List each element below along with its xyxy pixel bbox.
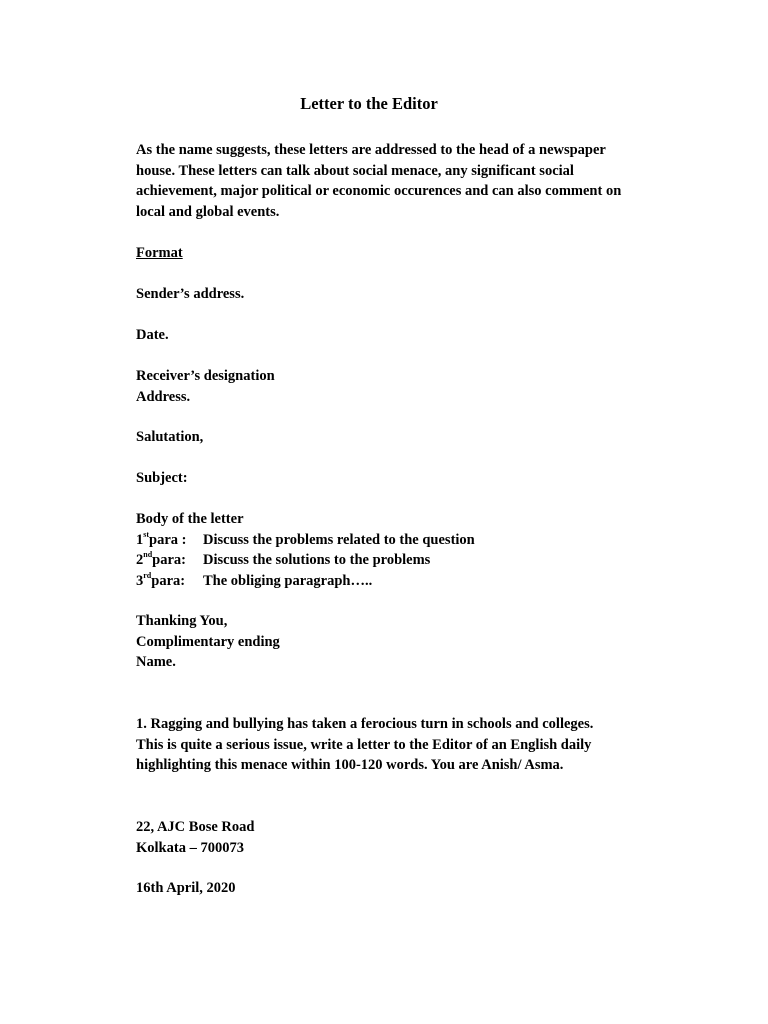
format-receiver-address: Address. <box>136 388 191 405</box>
answer-address-line-2: Kolkata – 700073 <box>136 839 244 856</box>
para-2-label <box>136 550 203 571</box>
para-1-text: Discuss the problems related to the question <box>203 531 475 548</box>
para-2-ordinal: nd <box>143 550 153 560</box>
question-line-3: highlighting this menace within 100-120 words. You are Anish/ Asma. <box>136 757 564 773</box>
para-3-suffix: para: <box>151 572 186 589</box>
para-3-ordinal: rd <box>143 570 152 580</box>
format-body-heading: Body of the letter <box>136 511 244 527</box>
intro-line-1: As the name suggests, these letters are addressed to the head of a newspaper <box>136 142 606 158</box>
format-salutation: Salutation, <box>136 429 204 445</box>
answer-date: 16th April, 2020 <box>136 880 236 896</box>
intro-line-4: local and global events. <box>136 203 280 220</box>
intro-line-2: house. These letters can talk about social menace, any significant social <box>136 162 574 179</box>
para-1-label <box>136 530 203 551</box>
answer-address-line-1: 22, AJC Bose Road <box>136 819 255 835</box>
format-receiver-designation: Receiver’s designation <box>136 368 275 384</box>
format-date: Date. <box>136 327 169 343</box>
para-1-number: 1 <box>136 531 144 548</box>
format-complimentary: Complimentary ending <box>136 633 280 650</box>
para-3-label <box>136 571 203 592</box>
para-2-text: Discuss the solutions to the problems <box>203 552 431 568</box>
para-2-number: 2 <box>136 552 144 568</box>
question-line-2: This is quite a serious issue, write a letter to the Editor of an English daily <box>136 736 592 753</box>
format-para-1 <box>136 530 475 551</box>
page-title: Letter to the Editor <box>300 94 438 113</box>
format-para-3 <box>136 571 372 592</box>
para-3-text: The obliging paragraph….. <box>203 572 373 589</box>
para-2-suffix: para: <box>152 552 186 568</box>
format-para-2 <box>136 550 430 571</box>
para-3-number: 3 <box>136 572 144 589</box>
question-line-1: 1. Ragging and bullying has taken a ferocious turn in schools and colleges. <box>136 716 594 732</box>
format-thanking: Thanking You, <box>136 613 228 629</box>
para-1-suffix: para : <box>149 531 187 548</box>
format-sender: Sender’s address. <box>136 286 245 302</box>
format-subject: Subject: <box>136 470 188 486</box>
intro-line-3: achievement, major political or economic occurences and can also comment on <box>136 183 622 199</box>
format-name: Name. <box>136 654 176 670</box>
format-heading: Format <box>136 245 183 261</box>
para-1-ordinal: st <box>143 529 150 539</box>
